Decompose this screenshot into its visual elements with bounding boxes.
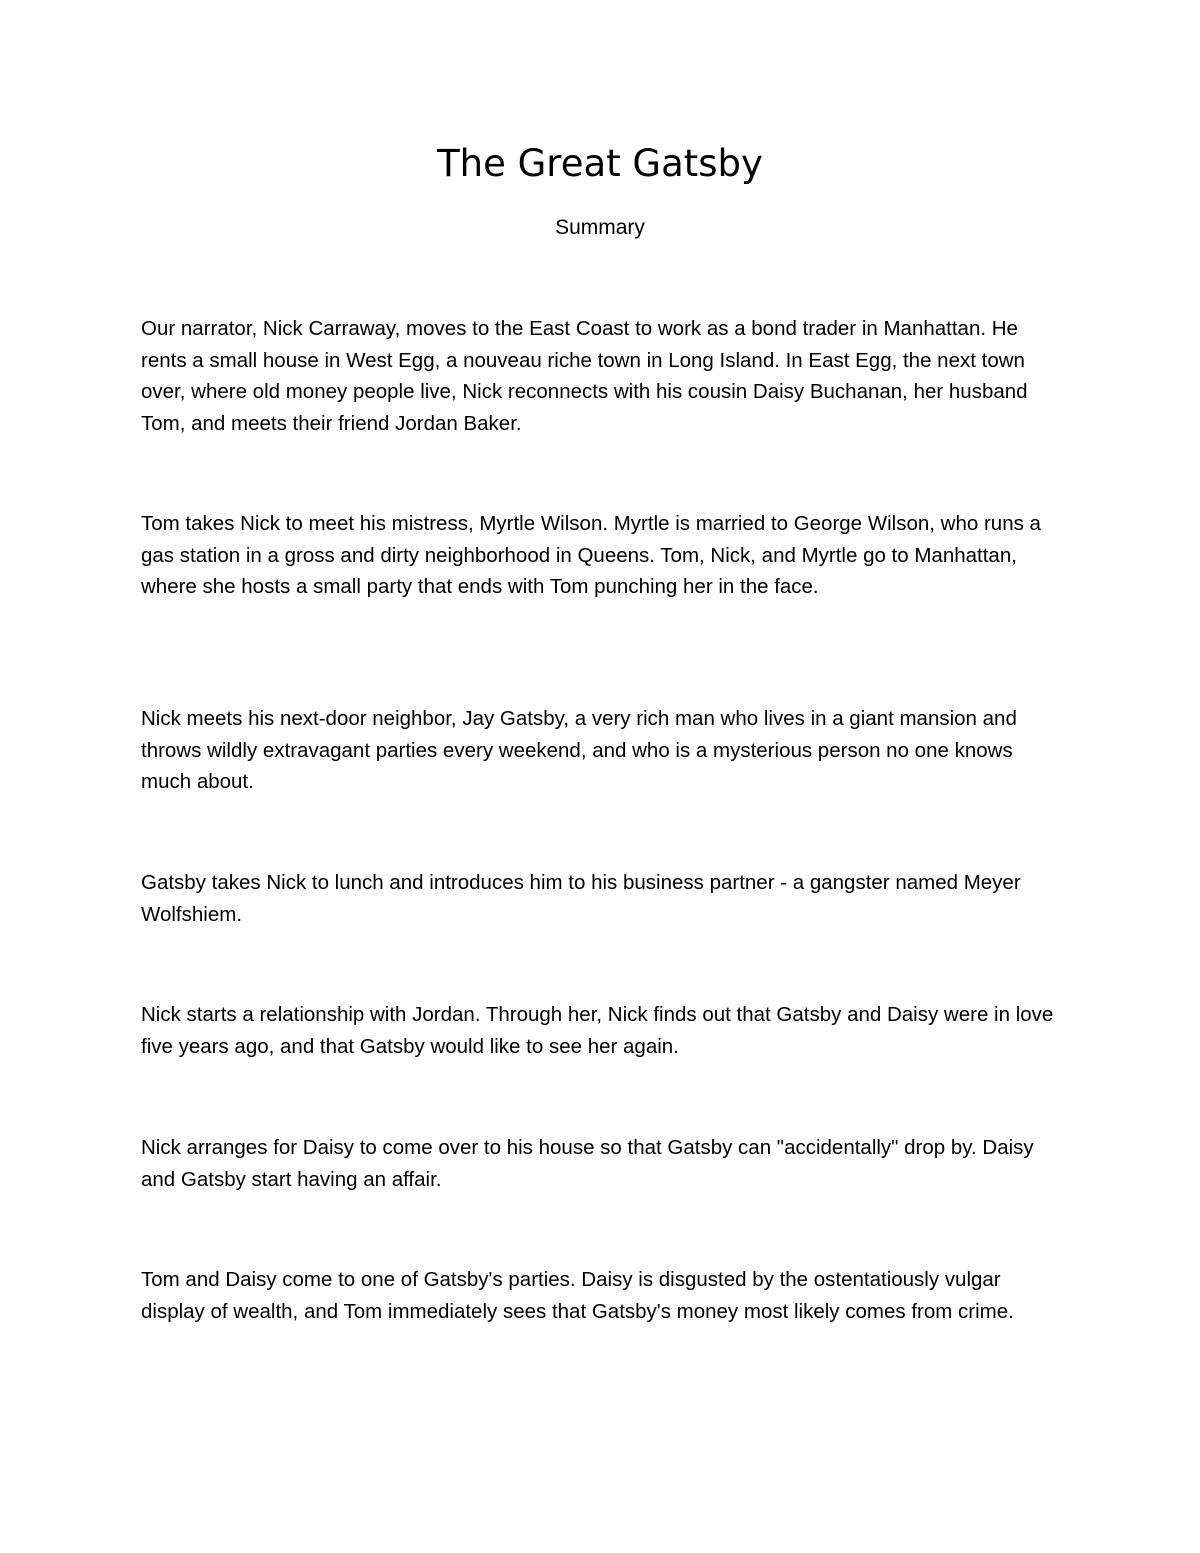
document-title: The Great Gatsby (437, 142, 763, 185)
summary-paragraph: Nick starts a relationship with Jordan. Through her, Nick finds out that Gatsby and Daisy were in love five years ago, and that Gatsby would like to see her again. (141, 1003, 1054, 1058)
summary-paragraph: Tom takes Nick to meet his mistress, Myrtle Wilson. Myrtle is married to George Wilson, who runs a gas station in a gross and dirty neighborhood in Queens. Tom, Nick, and Myrtle go to Manhattan, where she hosts a small party that ends with Tom punching her in the face. (141, 512, 1041, 598)
summary-paragraph: Tom and Daisy come to one of Gatsby's parties. Daisy is disgusted by the ostentatiously vulgar display of wealth, and Tom immediately sees that Gatsby's money most likely comes from crime. (141, 1268, 1014, 1323)
summary-paragraph: Nick meets his next-door neighbor, Jay Gatsby, a very rich man who lives in a giant mansion and throws wildly extravagant parties every weekend, and who is a mysterious person no one knows much about. (141, 707, 1017, 793)
summary-paragraph: Gatsby takes Nick to lunch and introduces him to his business partner - a gangster named Meyer Wolfshiem. (141, 871, 1021, 926)
summary-paragraph: Our narrator, Nick Carraway, moves to the East Coast to work as a bond trader in Manhattan. He rents a small house in West Egg, a nouveau riche town in Long Island. In East Egg, the next town over, where old money people live, Nick reconnects with his cousin Daisy Buchanan, her husband Tom, and meets their friend Jordan Baker. (141, 317, 1028, 435)
document-subtitle: Summary (555, 216, 645, 239)
summary-paragraph: Nick arranges for Daisy to come over to his house so that Gatsby can "accidentally" drop by. Daisy and Gatsby start having an affair. (141, 1136, 1034, 1191)
